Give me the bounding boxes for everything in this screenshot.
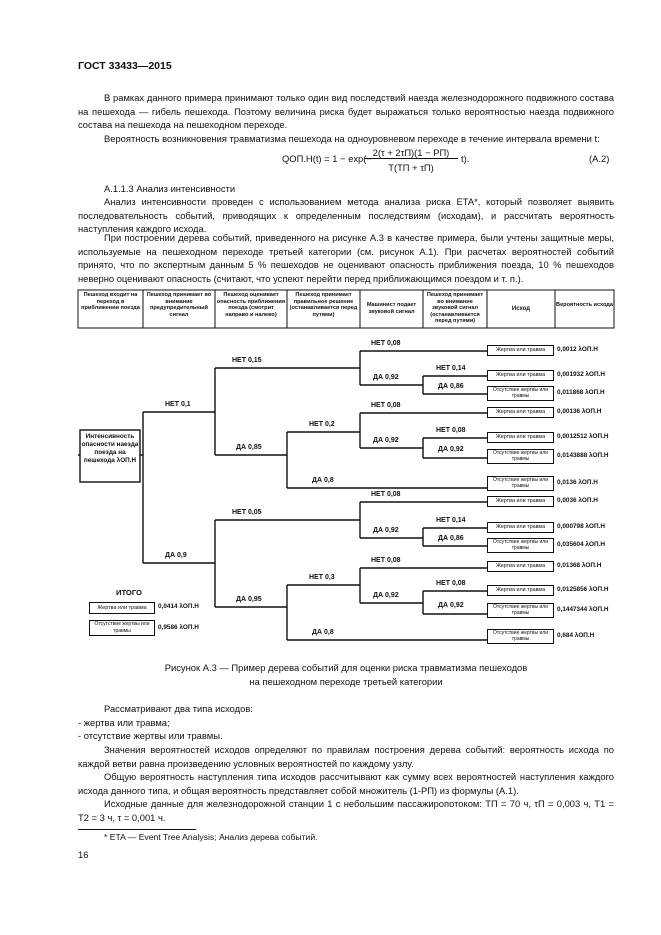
outcome-box: Жертва или травма [487, 522, 554, 533]
branch-label: НЕТ 0,08 [436, 427, 466, 434]
branch-label: НЕТ 0,14 [436, 365, 466, 372]
footnote: * ETA — Event Tree Analysis; Анализ дерева событий. [104, 832, 318, 842]
outcome-box: Жертва или травма [487, 432, 554, 443]
branch-label: ДА 0,86 [438, 535, 464, 542]
total-box: Жертва или травма [89, 602, 155, 614]
list-item: - отсутствие жертвы или травмы. [78, 730, 223, 741]
outcome-probability: 0,0012512 λОП.Н [557, 433, 609, 440]
outcome-probability: 0,000798 λОП.Н [557, 523, 605, 530]
outcome-box: Отсутствие жертвы или травмы [487, 538, 554, 553]
col-header-1: Пешеход входит на переход в приближении поезда [81, 292, 140, 312]
outcome-probability: 0,035604 λОП.Н [557, 541, 605, 548]
outcome-box: Жертва или травма [487, 345, 554, 356]
total-probability: 0,0414 λОП.Н [158, 603, 199, 610]
document-header: ГОСТ 33433—2015 [78, 60, 172, 72]
paragraph-probability: Вероятность возникновения травматизма пешехода на одноуровневом переходе в течение интервала времени t: [104, 133, 600, 144]
branch-label: ДА 0,8 [312, 477, 334, 484]
col-header-4: Пешеход принимает правильное решение (останавливается перед путями) [289, 292, 358, 318]
root-label: Интенсивность опасности наезда поезда на пешехода λОП.Н [81, 433, 139, 464]
outcome-box: Жертва или травма [487, 561, 554, 572]
branch-label: ДА 0,92 [373, 374, 399, 381]
branch-label: НЕТ 0,14 [436, 517, 466, 524]
paragraph-eta: Анализ интенсивности проведен с использованием метода анализа риска ETA*, который позволяет выявить последовательность событий, приводящих к определенным последствиям (исходам), и рассчитать вероятность наступления каждого исхода. [78, 196, 614, 235]
branch-label: ДА 0,92 [438, 446, 464, 453]
outcome-probability: 0,0036 λОП.Н [557, 497, 598, 504]
branch-label: ДА 0,92 [373, 437, 399, 444]
branch-label: НЕТ 0,05 [232, 509, 262, 516]
outcome-probability: 0,1447344 λОП.Н [557, 606, 609, 613]
branch-label: ДА 0,8 [312, 629, 334, 636]
list-item: - жертва или травма; [78, 717, 170, 728]
branch-label: НЕТ 0,08 [371, 557, 401, 564]
outcome-box: Отсутствие жертвы или травмы [487, 603, 554, 618]
totals-title: ИТОГО [116, 588, 142, 597]
paragraph-input-data: Исходные данные для железнодорожной станции 1 с небольшим пассажиропотоком: TП = 70 ч, τП = 0,003 ч, T1 = T2 = 3 ч, τ = 0,001 ч. [78, 798, 614, 823]
outcome-probability: 0,0125856 λОП.Н [557, 586, 609, 593]
figure-caption-line2: на пешеходном переходе третьей категории [249, 676, 443, 687]
col-header-7: Исход [511, 306, 531, 312]
paragraph-tree-construction: При построении дерева событий, приведенного на рисунке А.3 в качестве примера, были учтены защитные меры, используемые на пешеходном переходе третьей категории (см. рисунок А.1). При расчетах вероятностей событий принято, что по экспертным данным 5 % пешеходов не оценивают опасность приближения поезда, 10 % пешеходов неверно оценивают опасность (считают, что успеют перейти перед приближающимся поездом и т. п.). [78, 232, 614, 284]
outcome-probability: 0,0143888 λОП.Н [557, 452, 609, 459]
branch-label: НЕТ 0,08 [436, 580, 466, 587]
equation-denominator: T(TП + τП) [388, 162, 434, 173]
equation-rhs: t). [461, 153, 470, 164]
branch-label: ДА 0,85 [236, 444, 262, 451]
outcome-probability: 0,0136 λОП.Н [557, 479, 598, 486]
outcome-probability: 0,001932 λОП.Н [557, 371, 605, 378]
equation-numerator: 2(τ + 2τП)(1 − PП) [364, 147, 458, 159]
outcome-box: Отсутствие жертвы или травмы [487, 476, 554, 491]
page-number: 16 [78, 849, 89, 860]
outcome-probability: 0,684 λОП.Н [557, 632, 595, 639]
col-header-6: Пешеход принимает во внимание звуковой сигнал (останавливается перед путями) [426, 292, 484, 325]
outcome-box: Жертва или травма [487, 585, 554, 596]
outcome-box: Отсутствие жертвы или травмы [487, 629, 554, 644]
branch-label: ДА 0,92 [438, 602, 464, 609]
branch-label: НЕТ 0,1 [165, 401, 191, 408]
paragraph-outcome-types: Рассматривают два типа исходов: [104, 703, 253, 714]
outcome-probability: 0,011868 λОП.Н [557, 389, 605, 396]
branch-label: ДА 0,92 [373, 592, 399, 599]
footnote-rule [78, 829, 196, 830]
col-header-8: Вероятность исхода [556, 302, 613, 308]
outcome-box: Отсутствие жертвы или травмы [487, 449, 554, 464]
branch-label: НЕТ 0,3 [309, 574, 335, 581]
paragraph-outcome-values: Значения вероятностей исходов определяют по правилам построения дерева событий: вероятность исхода по каждой ветви равна произведению условных вероятностей по каждому узлу. [78, 744, 614, 769]
outcome-box: Жертва или травма [487, 407, 554, 418]
paragraph-total-probability: Общую вероятность наступления типа исходов рассчитывают как сумму всех вероятностей наступления каждого исхода данного типа, и общая вероятность представляет собой множитель (1-PП) из формулы (А.1). [78, 771, 614, 796]
outcome-probability: 0,00136 λОП.Н [557, 408, 602, 415]
figure-caption-line1: Рисунок А.3 — Пример дерева событий для оценки риска травматизма пешеходов [164, 662, 528, 673]
branch-label: НЕТ 0,15 [232, 357, 262, 364]
total-probability: 0,9586 λОП.Н [158, 624, 199, 631]
col-header-5: Машинист подает звуковой сигнал [366, 302, 417, 315]
total-box: Отсутствие жертвы или травмы [89, 620, 155, 636]
branch-label: ДА 0,92 [373, 527, 399, 534]
branch-label: НЕТ 0,08 [371, 340, 401, 347]
branch-label: НЕТ 0,2 [309, 421, 335, 428]
equation-number: (А.2) [589, 153, 610, 164]
branch-label: ДА 0,95 [236, 596, 262, 603]
section-heading: А.1.1.3 Анализ интенсивности [104, 183, 236, 194]
equation-lhs: QОП.Н(t) = 1 − exp(− [282, 153, 372, 164]
branch-label: ДА 0,86 [438, 383, 464, 390]
col-header-2: Пешеход принимает во внимание предупредительный сигнал [146, 292, 212, 318]
branch-label: НЕТ 0,08 [371, 402, 401, 409]
outcome-probability: 0,0012 λОП.Н [557, 346, 598, 353]
outcome-probability: 0,01368 λОП.Н [557, 562, 602, 569]
outcome-box: Отсутствие жертвы или травмы [487, 386, 554, 401]
branch-label: ДА 0,9 [165, 552, 187, 559]
outcome-box: Жертва или травма [487, 496, 554, 507]
paragraph-intro: В рамках данного примера принимают только один вид последствий наезда железнодорожного подвижного состава на пешехода — гибель пешехода. Поэтому величина риска будет выражаться только вероятностью наезда подвижного состава на пешехода на пешеходном переходе. [78, 92, 614, 131]
branch-label: НЕТ 0,08 [371, 491, 401, 498]
outcome-box: Жертва или травма [487, 370, 554, 381]
col-header-3: Пешеход оценивает опасность приближения поезда (смотрит направо и налево) [216, 292, 286, 318]
